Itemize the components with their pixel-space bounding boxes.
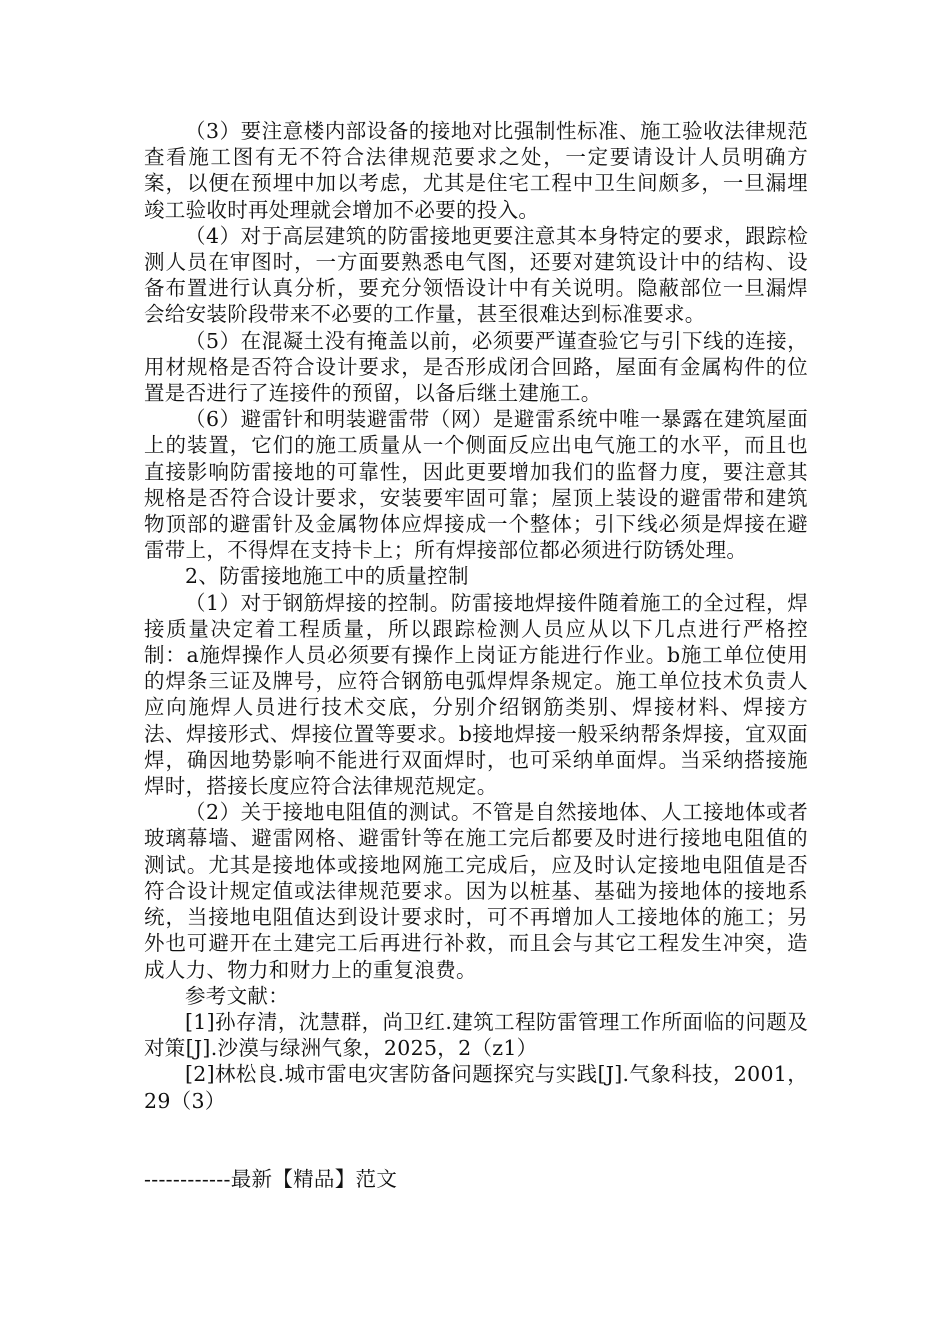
document-body xyxy=(144,118,808,1114)
paragraph-item-6: （6）避雷针和明装避雷带（网）是避雷系统中唯一暴露在建筑屋面上的装置，它们的施工质量从一个侧面反应出电气施工的水平，而且也直接影响防雷接地的可靠性，因此更要增加我们的监督力度，要注意其规格是否符合设计要求，安装要牢固可靠；屋顶上装设的避雷带和建筑物顶部的避雷针及金属物体应焊接成一个整体；引下线必须是焊接在避雷带上，不得焊在支持卡上；所有焊接部位都必须进行防锈处理。 xyxy=(144,407,808,563)
page-footer: ------------最新【精品】范文 xyxy=(144,1167,398,1191)
paragraph-item-4: （4）对于高层建筑的防雷接地更要注意其本身特定的要求，跟踪检测人员在审图时，一方面要熟悉电气图，还要对建筑设计中的结构、设备布置进行认真分析，要充分领悟设计中有关说明。隐蔽部位一旦漏焊会给安装阶段带来不必要的工作量，甚至很难达到标准要求。 xyxy=(144,223,808,327)
paragraph-item-5: （5）在混凝土没有掩盖以前，必须要严谨查验它与引下线的连接，用材规格是否符合设计要求，是否形成闭合回路，屋面有金属构件的位置是否进行了连接件的预留，以备后继土建施工。 xyxy=(144,328,808,406)
paragraph-welding-control: （1）对于钢筋焊接的控制。防雷接地焊接件随着施工的全过程，焊接质量决定着工程质量，所以跟踪检测人员应从以下几点进行严格控制：a施焊操作人员必须要有操作上岗证方能进行作业。b施工单位使用的焊条三证及牌号，应符合钢筋电弧焊焊条规定。施工单位技术负责人应向施焊人员进行技术交底，分别介绍钢筋类别、焊接材料、焊接方法、焊接形式、焊接位置等要求。b接地焊接一般采纳帮条焊接，宜双面焊，确因地势影响不能进行双面焊时，也可采纳单面焊。当采纳搭接施焊时，搭接长度应符合法律规范规定。 xyxy=(144,590,808,799)
references-heading: 参考文献： xyxy=(185,983,289,1008)
reference-item-1: [1]孙存清，沈慧群，尚卫红.建筑工程防雷管理工作所面临的问题及对策[J].沙漠与绿洲气象，2025，2（z1） xyxy=(144,1009,808,1061)
reference-item-2: [2]林松良.城市雷电灾害防备问题探究与实践[J].气象科技，2001，29（3） xyxy=(144,1062,808,1113)
paragraph-resistance-test: （2）关于接地电阻值的测试。不管是自然接地体、人工接地体或者玻璃幕墙、避雷网格、避雷针等在施工完后都要及时进行接地电阻值的测试。尤其是接地体或接地网施工完成后，应及时认定接地电阻值是否符合设计规定值或法律规范要求。因为以桩基、基础为接地体的接地系统，当接地电阻值达到设计要求时，可不再增加人工接地体的施工；另外也可避开在土建完工后再进行补救，而且会与其它工程发生冲突，造成人力、物力和财力上的重复浪费。 xyxy=(144,800,808,982)
paragraph-item-3: （3）要注意楼内部设备的接地对比强制性标准、施工验收法律规范查看施工图有无不符合法律规范要求之处，一定要请设计人员明确方案，以便在预埋中加以考虑，尤其是住宅工程中卫生间颇多，一旦漏埋竣工验收时再处理就会增加不必要的投入。 xyxy=(144,119,808,222)
section-heading: 2、防雷接地施工中的质量控制 xyxy=(185,564,469,589)
